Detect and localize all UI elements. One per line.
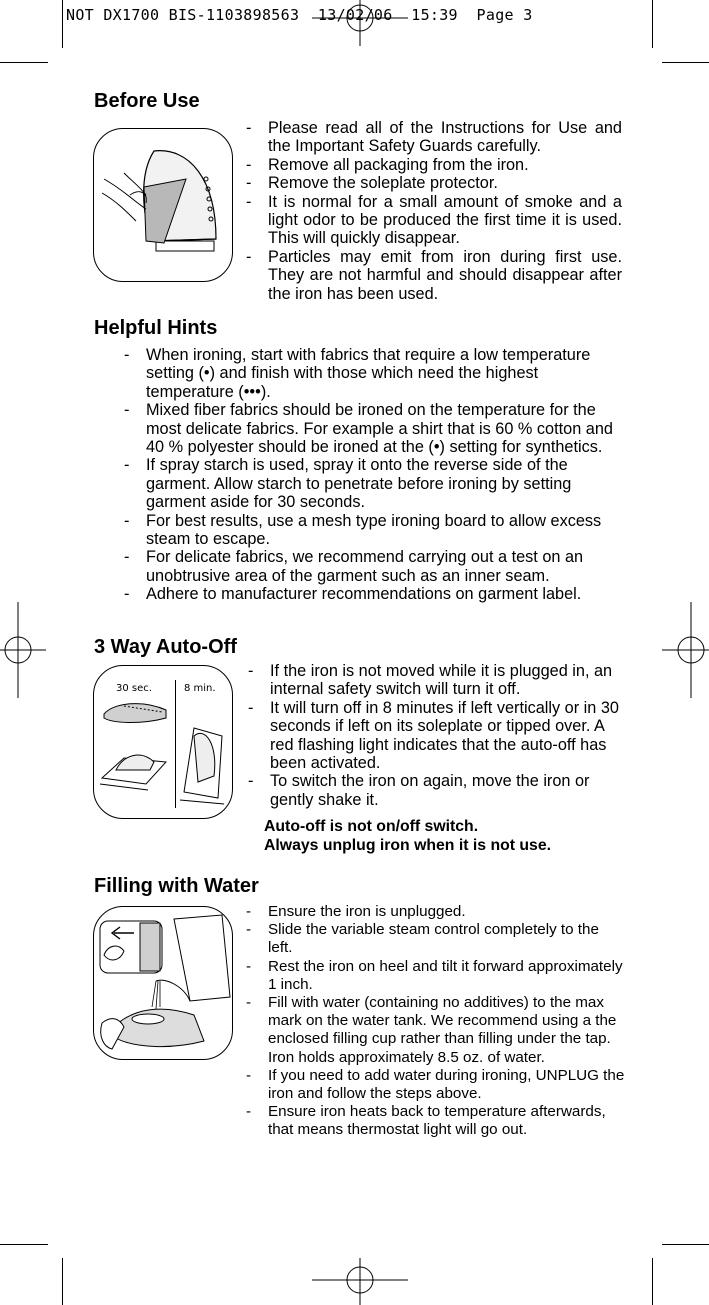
auto-off-warning	[264, 818, 551, 855]
helpful-hints-title: Helpful Hints	[94, 317, 218, 339]
list-item: - Please read all of the Instructions for Use and the Important Safety Guards carefully.	[246, 119, 622, 156]
auto-off-warning-line-1: Auto-off is not on/off switch.	[264, 818, 479, 835]
label-30-sec: 30 sec.	[116, 683, 152, 694]
list-item: - Rest the iron on heel and tilt it forward approximately 1 inch.	[246, 958, 626, 994]
list-item: - If spray starch is used, spray it onto the reverse side of the garment. Allow starch to penetrate before ironing by setting garment aside for 30 seconds.	[124, 456, 624, 511]
list-item: - Particles may emit from iron during first use. They are not harmful and should disappear after the iron has been used.	[246, 248, 622, 303]
list-item: - Ensure the iron is unplugged.	[246, 903, 626, 921]
list-item: - Fill with water (containing no additives) to the max mark on the water tank. We recommend using a the enclosed filling cup rather than filling under the tap. Iron holds approximately 8.5 oz. of water.	[246, 994, 626, 1067]
registration-mark-bottom	[310, 1258, 410, 1305]
list-item: - It will turn off in 8 minutes if left vertically or in 30 seconds if left on its soleplate or tipped over. A red flashing light indicates that the auto-off has been activated.	[248, 699, 624, 773]
list-item: - Remove the soleplate protector.	[246, 174, 622, 192]
list-item: - For best results, use a mesh type ironing board to allow excess steam to escape.	[124, 512, 624, 549]
list-item: - Slide the variable steam control completely to the left.	[246, 921, 626, 957]
list-item: - To switch the iron on again, move the iron or gently shake it.	[248, 772, 624, 809]
list-item: - Remove all packaging from the iron.	[246, 156, 622, 174]
list-item: - Ensure iron heats back to temperature afterwards, that means thermostat light will go out.	[246, 1103, 626, 1139]
list-item: - For delicate fabrics, we recommend carrying out a test on an unobtrusive area of the garment such as an inner seam.	[124, 548, 624, 585]
list-item: - When ironing, start with fabrics that require a low temperature setting (•) and finish with those which need the highest temperature (•••).	[124, 346, 624, 401]
auto-off-list	[248, 662, 624, 809]
filling-list	[246, 903, 626, 1140]
list-item: - Mixed fiber fabrics should be ironed on the temperature for the most delicate fabrics. For example a shirt that is 60 % cotton and 40 % polyester should be ironed at the (•) setting for synthetics.	[124, 401, 624, 456]
helpful-hints-list	[124, 346, 624, 604]
registration-mark-top	[310, 0, 410, 48]
iron-positions-image	[94, 666, 232, 818]
registration-mark-left	[0, 600, 48, 700]
list-item: - If you need to add water during ironing, UNPLUG the iron and follow the steps above.	[246, 1067, 626, 1103]
auto-off-title: 3 Way Auto-Off	[94, 636, 237, 658]
filling-iron-image	[94, 907, 232, 1059]
list-item: - If the iron is not moved while it is plugged in, an internal safety switch will turn it off.	[248, 662, 624, 699]
registration-mark-right	[662, 600, 709, 700]
auto-off-warning-line-2: Always unplug iron when it is not use.	[264, 836, 551, 854]
print-header: NOT DX1700 BIS-1103898563 13/02/06 15:39 Page 3	[66, 6, 533, 24]
before-use-illustration	[93, 128, 233, 282]
auto-off-illustration	[93, 665, 233, 819]
filling-illustration	[93, 906, 233, 1060]
label-8-min: 8 min.	[184, 683, 216, 694]
filling-title: Filling with Water	[94, 875, 259, 897]
list-item: - Adhere to manufacturer recommendations on garment label.	[124, 585, 624, 603]
iron-soleplate-protector-image	[94, 129, 232, 281]
list-item: - It is normal for a small amount of smoke and a light odor to be produced the first time it is used. This will quickly disappear.	[246, 193, 622, 248]
before-use-title: Before Use	[94, 90, 200, 112]
before-use-list	[246, 119, 622, 303]
